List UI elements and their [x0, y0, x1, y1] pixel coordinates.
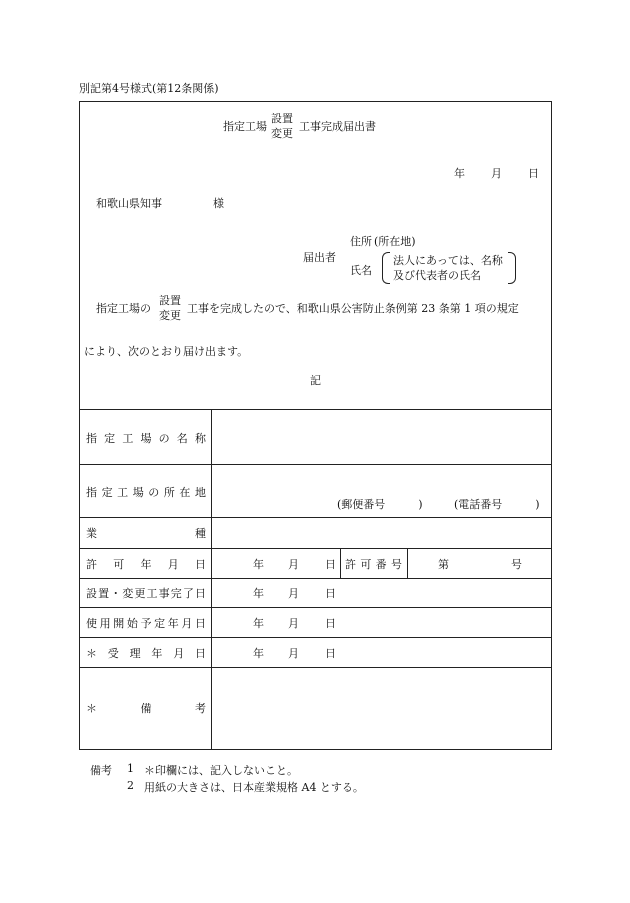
row-line	[80, 548, 551, 549]
completion-date-month: 月	[288, 587, 299, 600]
permit-date-year: 年	[253, 558, 264, 571]
receipt-date-year: 年	[253, 647, 264, 660]
label-char: 年	[140, 558, 152, 571]
label-char: 称	[194, 432, 206, 445]
title-suffix: 工事完成届出書	[299, 120, 376, 133]
label-industry	[86, 525, 206, 541]
row-line	[80, 607, 551, 608]
row-line	[80, 464, 551, 465]
completion-date-year: 年	[253, 587, 264, 600]
label-char: 年	[167, 617, 179, 630]
form-title	[223, 111, 376, 141]
label-char: 地	[194, 486, 206, 499]
body-line-1	[96, 293, 519, 323]
body-option-install: 設置	[159, 294, 181, 307]
footnote-number-2: 2	[127, 779, 134, 792]
label-char: 名	[176, 432, 188, 445]
permit-number-prefix: 第	[438, 558, 449, 571]
footnote-text-2: 用紙の大きさは、日本産業規格 A4 とする。	[144, 781, 364, 794]
label-char: 在	[179, 486, 191, 499]
label-char: 理	[129, 647, 141, 660]
label-char: 変	[122, 587, 134, 600]
label-char: 備	[140, 702, 152, 715]
footnote-text-1: ＊印欄には、記入しないこと。	[144, 764, 298, 777]
label-char: 所	[163, 486, 175, 499]
label-char: 工	[117, 486, 129, 499]
label-char: 号	[390, 558, 402, 571]
label-permit-date	[86, 556, 206, 572]
label-char: 場	[140, 432, 152, 445]
label-char: 完	[170, 587, 182, 600]
label-char: 指	[86, 432, 97, 445]
date-month: 月	[491, 167, 502, 180]
label-char: 可	[113, 558, 125, 571]
address-label: 住所	[350, 235, 372, 248]
ki-mark: 記	[310, 374, 321, 387]
label-char: 用	[99, 617, 111, 630]
body-text-1: 工事を完成したので、和歌山県公害防止条例第 23 条第 1 項の規定	[187, 302, 519, 315]
label-char: ＊	[86, 702, 97, 715]
label-char: 工	[122, 432, 134, 445]
label-column-line	[211, 409, 212, 750]
label-start-date	[86, 615, 206, 631]
label-char: 更	[134, 587, 146, 600]
name-note	[393, 253, 503, 283]
label-factory-name	[86, 430, 206, 446]
row-line	[80, 517, 551, 518]
date-year: 年	[454, 167, 465, 180]
start-date-day: 日	[325, 617, 336, 630]
label-char: 日	[195, 558, 206, 571]
label-char: 指	[86, 486, 97, 499]
label-char: 月	[167, 558, 179, 571]
title-option-change: 変更	[271, 127, 293, 140]
body-prefix: 指定工場の	[96, 302, 151, 315]
label-char: 設	[86, 587, 97, 600]
permit-number-suffix: 号	[511, 558, 522, 571]
title-options	[271, 111, 293, 141]
body-line-2: により、次のとおり届け出ます。	[84, 345, 249, 358]
label-char: ・	[110, 587, 122, 600]
title-option-install: 設置	[271, 112, 293, 125]
label-char: 使	[86, 617, 97, 630]
label-receipt-date	[86, 645, 206, 661]
phone-number-field: (電話番号 )	[454, 498, 540, 511]
table-top-line	[80, 409, 551, 410]
label-char: 工	[146, 587, 158, 600]
start-date-month: 月	[288, 617, 299, 630]
label-char: の	[148, 486, 160, 499]
permit-date-month: 月	[288, 558, 299, 571]
name-note-left-bracket	[382, 252, 390, 284]
label-char: 定	[104, 432, 116, 445]
label-char: 場	[132, 486, 144, 499]
completion-date-day: 日	[325, 587, 336, 600]
row-line	[80, 637, 551, 638]
receipt-date-month: 月	[288, 647, 299, 660]
form-reference-note: 別記第4号様式(第12条関係)	[79, 82, 219, 95]
label-char: 受	[107, 647, 119, 660]
label-permit-number	[345, 556, 402, 572]
postal-code-field: (郵便番号 )	[337, 498, 423, 511]
label-remarks	[86, 700, 206, 716]
label-char: 許	[86, 558, 97, 571]
label-char: 日	[194, 647, 206, 660]
label-char: の	[158, 432, 170, 445]
name-label: 氏名	[350, 264, 372, 277]
label-char: 許	[345, 558, 356, 571]
label-char: 種	[195, 527, 206, 540]
label-char: 予	[140, 617, 152, 630]
permit-number-label-right-line	[407, 548, 408, 578]
name-note-line-2: 及び代表者の氏名	[393, 269, 481, 282]
row-line	[80, 578, 551, 579]
name-note-right-bracket	[508, 252, 516, 284]
footnote-number-1: 1	[127, 762, 134, 775]
name-note-line-1: 法人にあっては、名称	[393, 254, 503, 267]
footnote-label: 備考	[90, 764, 112, 777]
label-char: ＊	[86, 647, 97, 660]
label-char: 月	[181, 617, 193, 630]
addressee-name: 和歌山県知事	[96, 197, 162, 210]
label-char: 始	[126, 617, 138, 630]
start-date-year: 年	[253, 617, 264, 630]
label-char: 定	[101, 486, 113, 499]
label-char: 番	[375, 558, 387, 571]
addressee-honorific: 様	[213, 197, 224, 210]
label-char: 可	[360, 558, 372, 571]
label-char: 日	[195, 617, 206, 630]
label-completion-date	[86, 585, 206, 601]
permit-date-day: 日	[325, 558, 336, 571]
row-line	[80, 667, 551, 668]
permit-number-label-left-line	[340, 548, 341, 578]
date-day: 日	[528, 167, 539, 180]
receipt-date-day: 日	[325, 647, 336, 660]
body-option-change: 変更	[159, 309, 181, 322]
applicant-label: 届出者	[303, 251, 336, 264]
label-char: 置	[98, 587, 110, 600]
title-prefix: 指定工場	[223, 120, 267, 133]
label-char: 月	[173, 647, 185, 660]
label-char: 日	[194, 587, 206, 600]
label-char: 事	[158, 587, 170, 600]
label-char: 考	[195, 702, 206, 715]
label-char: 定	[154, 617, 166, 630]
address-note: (所在地)	[374, 235, 416, 248]
label-char: 了	[182, 587, 194, 600]
label-char: 年	[151, 647, 163, 660]
notification-form	[79, 101, 552, 750]
label-char: 開	[113, 617, 125, 630]
body-options	[159, 293, 181, 323]
label-factory-location	[86, 484, 206, 500]
label-char: 業	[86, 527, 97, 540]
